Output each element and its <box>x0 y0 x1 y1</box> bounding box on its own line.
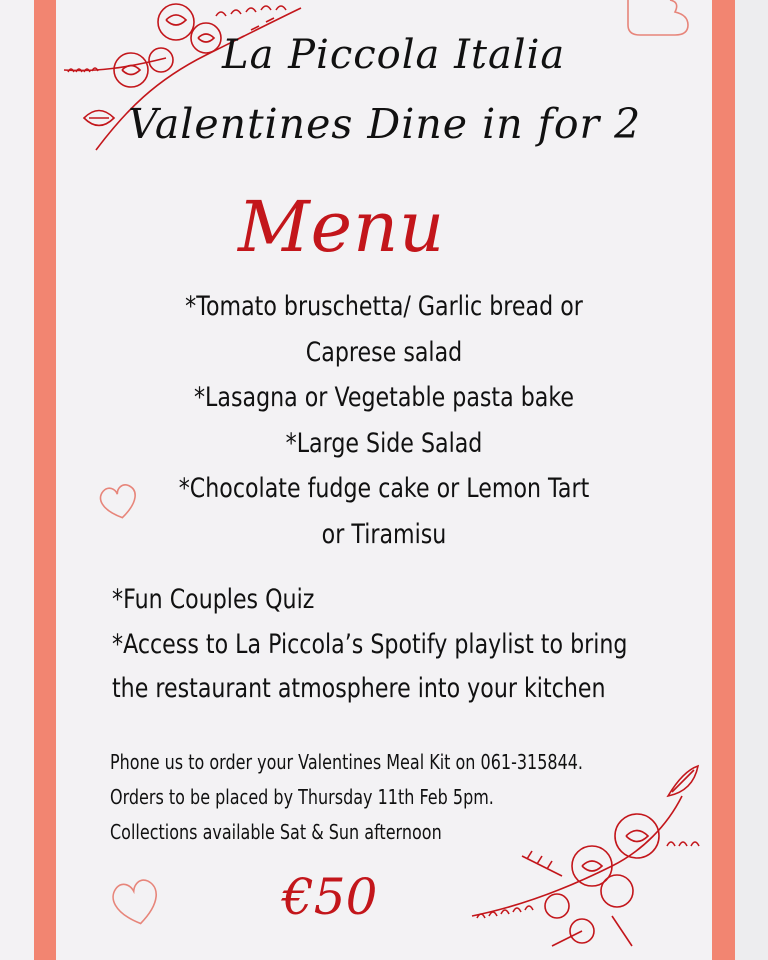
menu-items <box>56 284 712 558</box>
menu-item: *Chocolate fudge cake or Lemon Tart <box>178 473 590 505</box>
info-line: Orders to be placed by Thursday 11th Feb 5pm. <box>110 785 494 809</box>
menu-item: or Tiramisu <box>321 518 447 550</box>
extras-list <box>112 578 741 712</box>
extra-item: the restaurant atmosphere into your kitchen <box>112 673 606 704</box>
order-info <box>110 745 701 850</box>
heart-outline-icon <box>620 0 690 40</box>
menu-item: *Large Side Salad <box>285 427 483 459</box>
border-left <box>34 0 56 960</box>
menu-item: *Lasagna or Vegetable pasta bake <box>193 382 574 414</box>
offer-title: Valentines Dine in for 2 <box>128 100 642 148</box>
menu-item: Caprese salad <box>305 336 463 368</box>
outer-margin <box>735 0 768 960</box>
menu-heading: Menu <box>238 186 446 268</box>
extra-item: *Access to La Piccola’s Spotify playlist to bring <box>112 628 628 660</box>
heart-outline-icon <box>108 876 164 928</box>
restaurant-name: La Piccola Italia <box>222 32 566 78</box>
extra-item: *Fun Couples Quiz <box>112 584 315 615</box>
menu-item: *Tomato bruschetta/ Garlic bread or <box>185 291 583 322</box>
info-line: Collections available Sat & Sun afternoon <box>110 820 442 844</box>
border-right <box>712 0 735 960</box>
info-line: Phone us to order your Valentines Meal Kit on 061-315844. <box>110 750 584 774</box>
price: €50 <box>282 868 378 926</box>
